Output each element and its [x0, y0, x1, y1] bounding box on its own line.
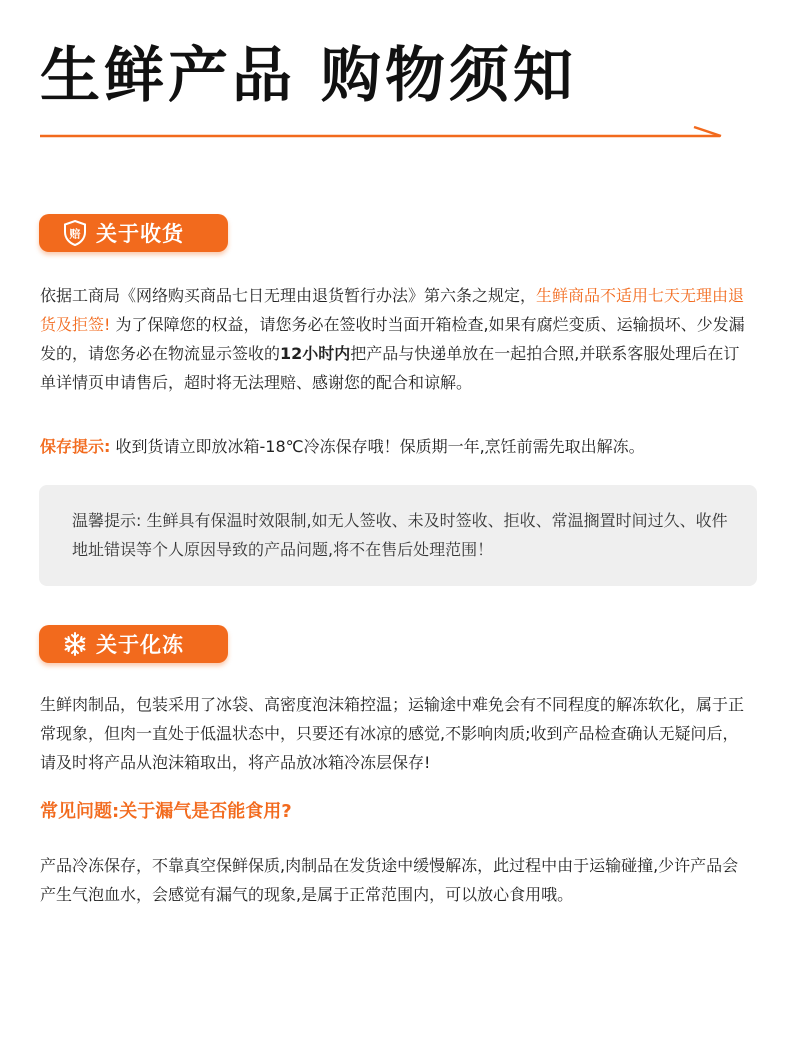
section-header-thawing — [39, 625, 228, 663]
section-header-receiving — [39, 214, 228, 252]
icon-glyph: 赔 — [69, 227, 81, 241]
section-label: 关于收货 — [96, 222, 184, 246]
section-label: 关于化冻 — [96, 633, 184, 657]
storage-tip-text: 收到货请立即放冰箱-18℃冷冻保存哦！保质期一年,烹饪前需先取出解冻。 — [110, 437, 645, 456]
warm-notice-text: 温馨提示: 生鲜具有保温时效限制,如无人签收、未及时签收、拒收、常温搁置时间过久、收件地址错误等个人原因导致的产品问题,将不在售后处理范围！ — [72, 511, 728, 559]
receiving-text-3: 把产品与快递单放在一起拍合照,并联系客服处理后在订单详情页申请售后，超时将无法理赔、感谢您的配合和谅解。 — [40, 344, 740, 392]
storage-tip-label: 保存提示: — [40, 437, 111, 456]
no-return-warning: 生鲜商品不适用七天无理由退货及拒签! — [40, 286, 745, 334]
faq-answer: 产品冷冻保存，不靠真空保鲜保质,肉制品在发货途中缓慢解冻，此过程中由于运输碰撞,少许产品会产生气泡血水，会感觉有漏气的现象,是属于正常范围内，可以放心食用哦。 — [40, 856, 739, 904]
faq-title: 常见问题:关于漏气是否能食用? — [40, 801, 292, 822]
time-limit: 12小时内 — [280, 344, 351, 363]
warm-notice-box — [39, 485, 757, 586]
receiving-text-1: 依据工商局《网络购买商品七日无理由退货暂行办法》第六条之规定， — [40, 286, 537, 305]
receiving-text-2: 为了保障您的权益，请您务必在签收时当面开箱检查,如果有腐烂变质、运输损坏、少发漏发的，请您务必在物流显示签收的 — [40, 315, 745, 363]
snowflake-icon — [62, 631, 88, 657]
receiving-paragraph — [40, 281, 752, 397]
storage-tip — [40, 432, 752, 461]
thawing-paragraph: 生鲜肉制品，包装采用了冰袋、高密度泡沫箱控温；运输途中难免会有不同程度的解冻软化，属于正常现象，但肉一直处于低温状态中，只要还有冰凉的感觉,不影响肉质;收到产品检查确认无疑问后，请及时将产品从泡沫箱取出，将产品放冰箱冷冻层保存! — [40, 695, 745, 772]
compensation-shield-icon — [62, 220, 88, 246]
title-underline — [40, 120, 730, 150]
page-title: 生鲜产品 购物须知 — [40, 41, 577, 111]
